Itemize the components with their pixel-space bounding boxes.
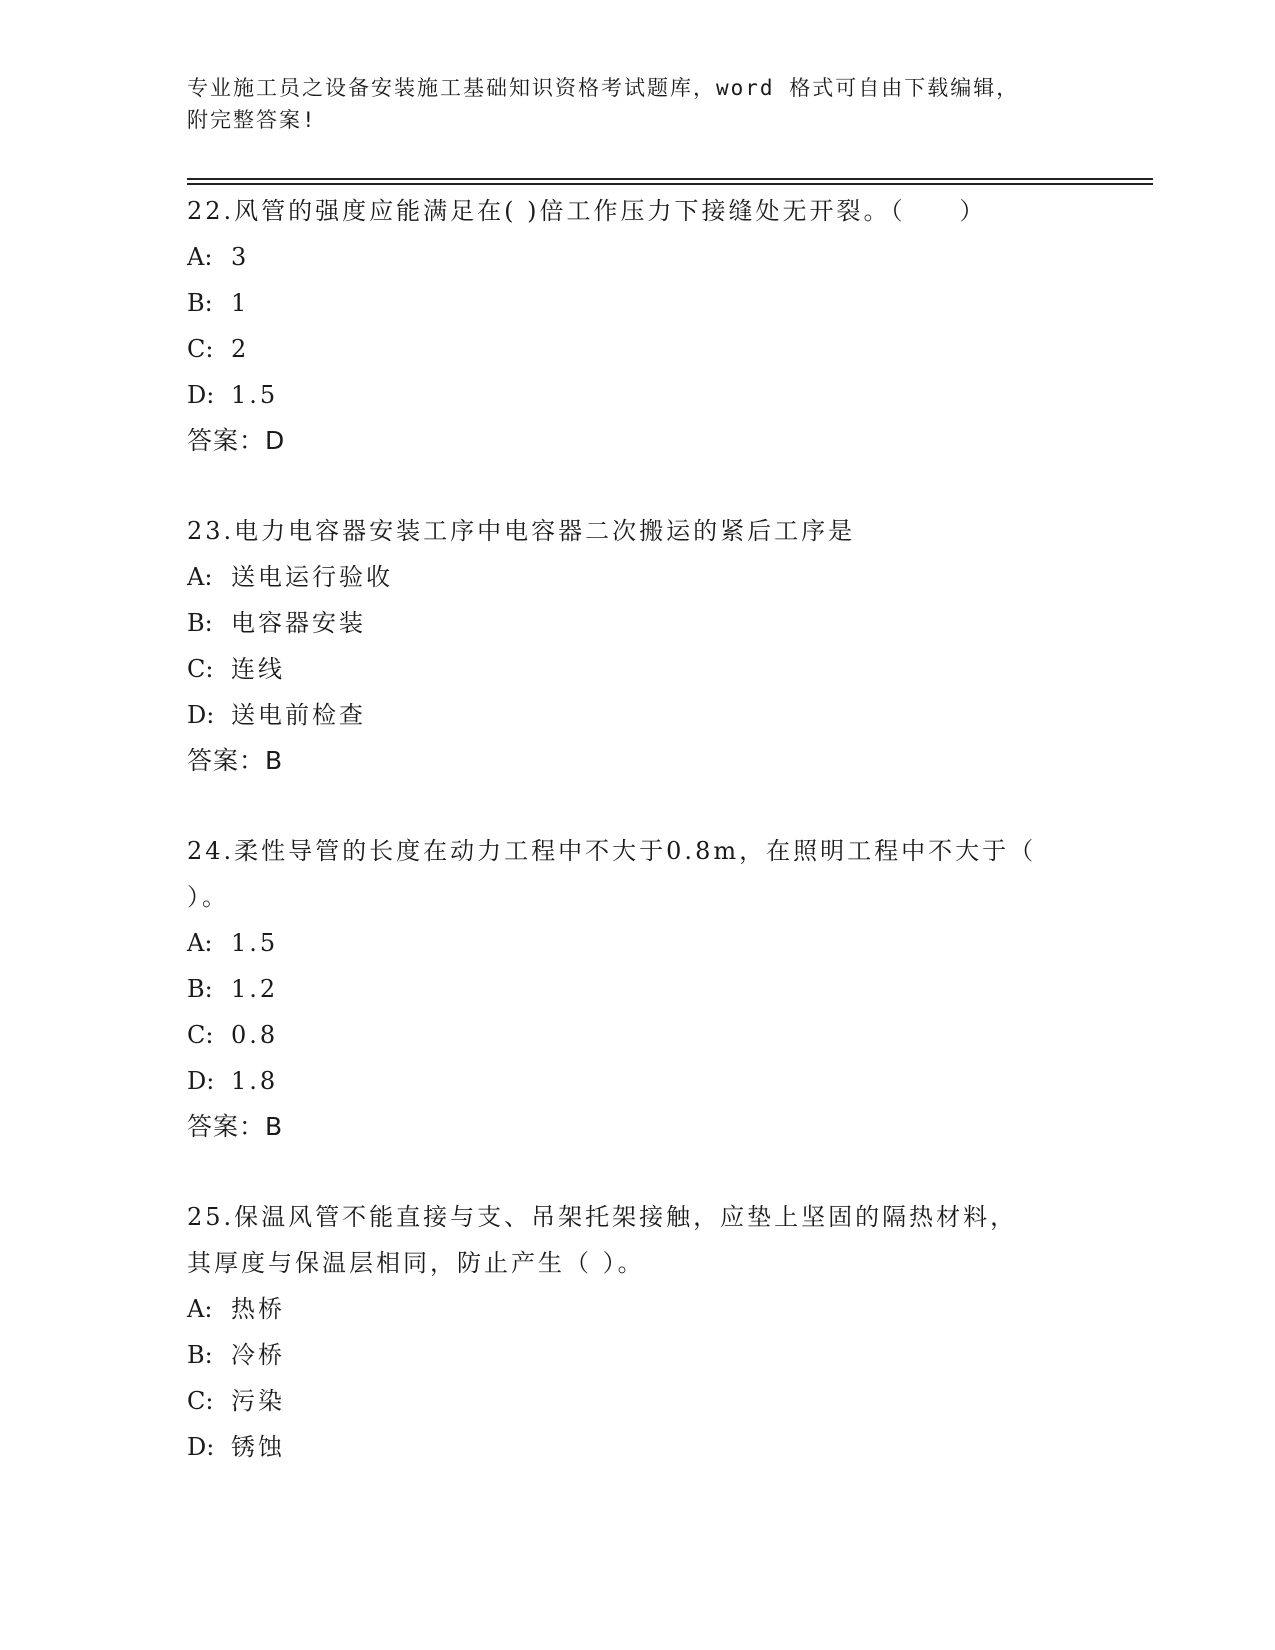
- option-text: 送电运行验收: [231, 563, 393, 591]
- option-c: [187, 1378, 1087, 1424]
- question-23: [187, 508, 1087, 784]
- option-letter: B:: [187, 975, 213, 1003]
- option-letter: B:: [187, 1341, 213, 1369]
- option-text: 冷桥: [231, 1341, 285, 1369]
- option-letter: C:: [187, 1021, 214, 1049]
- option-a: [187, 1286, 1087, 1332]
- option-text: 送电前检查: [231, 701, 366, 729]
- option-letter: C:: [187, 655, 214, 683]
- option-c: [187, 1012, 1087, 1058]
- option-letter: A:: [187, 563, 213, 591]
- option-text: 2: [231, 335, 250, 363]
- option-a: [187, 554, 1087, 600]
- answer-text: 答案：B: [187, 1112, 284, 1141]
- option-letter: D:: [187, 1067, 215, 1095]
- option-letter: D:: [187, 1433, 215, 1461]
- answer-text: 答案：B: [187, 746, 284, 775]
- question-text: 24.柔性导管的长度在动力工程中不大于0.8m，在照明工程中不大于（: [187, 837, 1037, 865]
- option-text: 电容器安装: [231, 609, 366, 637]
- option-text: 污染: [231, 1387, 285, 1415]
- option-d: [187, 372, 1087, 418]
- option-text: 1: [231, 289, 250, 317]
- option-letter: C:: [187, 1387, 214, 1415]
- answer-text: 答案：D: [187, 426, 286, 455]
- option-b: [187, 1332, 1087, 1378]
- question-text-continued: ）。: [187, 883, 229, 911]
- option-letter: A:: [187, 929, 213, 957]
- option-b: [187, 966, 1087, 1012]
- header-divider-bottom: [187, 183, 1153, 185]
- question-24: [187, 828, 1087, 1150]
- option-text: 1.5: [231, 381, 279, 409]
- question-text: 25.保温风管不能直接与支、吊架托架接触，应垫上坚固的隔热材料，: [187, 1203, 1018, 1231]
- option-text: 3: [231, 243, 250, 271]
- option-d: [187, 1058, 1087, 1104]
- option-letter: A:: [187, 243, 213, 271]
- option-text: 1.8: [231, 1067, 279, 1095]
- option-letter: D:: [187, 381, 215, 409]
- header-divider-top: [187, 178, 1153, 180]
- option-letter: B:: [187, 289, 213, 317]
- question-text: 23.电力电容器安装工序中电容器二次搬运的紧后工序是: [187, 517, 856, 545]
- header-line-2: 附完整答案!: [187, 108, 317, 132]
- option-text: 0.8: [231, 1021, 279, 1049]
- option-d: [187, 1424, 1087, 1470]
- option-letter: A:: [187, 1295, 213, 1323]
- option-text: 热桥: [231, 1295, 285, 1323]
- header-line-1: 专业施工员之设备安装施工基础知识资格考试题库，word 格式可自由下载编辑，: [187, 76, 1020, 100]
- option-text: 1.5: [231, 929, 279, 957]
- option-letter: D:: [187, 701, 215, 729]
- option-text: 连线: [231, 655, 285, 683]
- option-letter: C:: [187, 335, 214, 363]
- document-header: [187, 72, 1067, 136]
- option-c: [187, 326, 1087, 372]
- option-text: 锈蚀: [231, 1433, 285, 1461]
- option-c: [187, 646, 1087, 692]
- question-text-continued: 其厚度与保温层相同，防止产生（ ）。: [187, 1249, 645, 1277]
- question-25: [187, 1194, 1087, 1470]
- option-a: [187, 920, 1087, 966]
- option-text: 1.2: [231, 975, 279, 1003]
- question-text: 22.风管的强度应能满足在( )倍工作压力下接缝处无开裂。（ ）: [187, 197, 987, 225]
- option-d: [187, 692, 1087, 738]
- option-b: [187, 280, 1087, 326]
- option-b: [187, 600, 1087, 646]
- option-a: [187, 234, 1087, 280]
- question-22: [187, 188, 1087, 464]
- option-letter: B:: [187, 609, 213, 637]
